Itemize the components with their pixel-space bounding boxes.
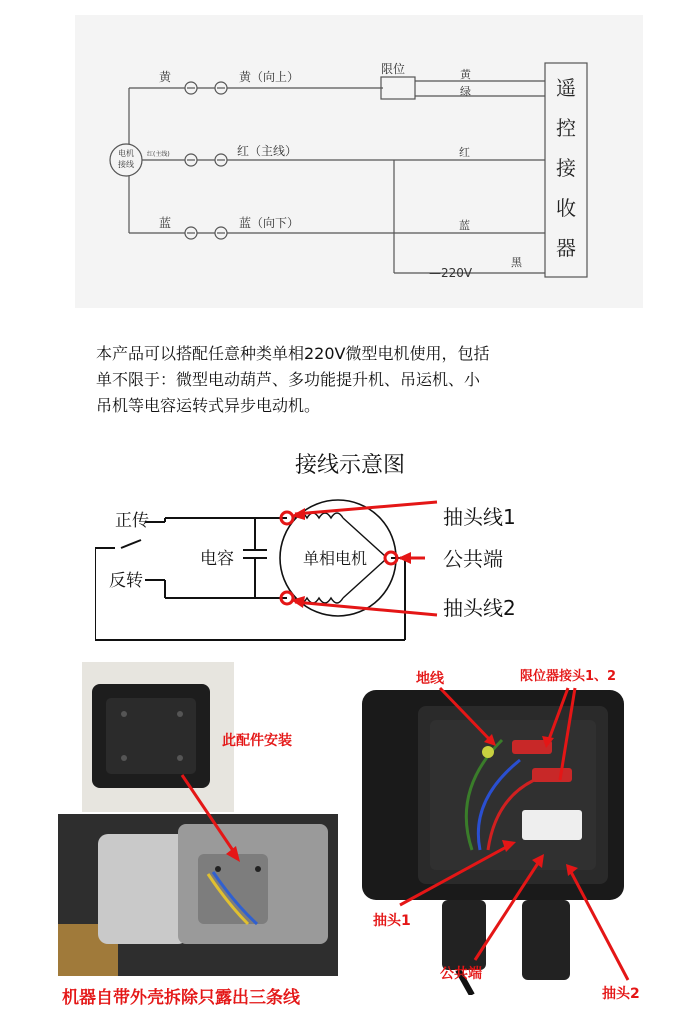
description-line: 单不限于：微型电动葫芦、多功能提升机、吊运机、小: [96, 370, 481, 389]
photo-arrows: [0, 650, 700, 1019]
label-forward: 正传: [115, 511, 149, 531]
label-tap2: 抽头线2: [443, 596, 516, 620]
label-yellow-up: 黄（向上）: [239, 70, 300, 84]
product-description: [96, 341, 566, 419]
tap2-label: 抽头2: [602, 986, 640, 1002]
label-capacitor: 电容: [200, 549, 234, 569]
label-voltage: —220V: [429, 266, 473, 280]
label-right-red: 红: [459, 146, 470, 159]
label-reverse: 反转: [109, 571, 143, 591]
label-red-main: 红（主线）: [237, 144, 298, 158]
remote-char-2: 接: [556, 156, 576, 180]
remote-wiring-svg: [75, 15, 643, 308]
tap1-label: 抽头1: [373, 913, 411, 929]
label-tap1: 抽头线1: [443, 505, 516, 529]
label-blue-down: 蓝（向下）: [239, 216, 300, 230]
wiring-schematic: [95, 480, 565, 660]
install-note: 此配件安装: [222, 733, 292, 749]
label-main-small: 红(主线): [147, 151, 170, 158]
label-right-yellow: 黄: [460, 68, 471, 81]
label-motor: 单相电机: [303, 549, 368, 568]
bottom-note: 机器自带外壳拆除只露出三条线: [62, 988, 300, 1008]
wiring-diagram-title: 接线示意图: [294, 453, 405, 478]
common-label: 公共端: [440, 966, 482, 982]
motor-label-line2: 接线: [118, 160, 134, 169]
label-yellow: 黄: [159, 70, 172, 84]
label-right-blue: 蓝: [459, 219, 470, 232]
label-right-black: 黑: [511, 256, 522, 269]
label-limit: 限位: [381, 62, 406, 76]
label-right-green: 绿: [460, 85, 471, 98]
limit-contacts-label: 限位器接头1、2: [520, 669, 617, 684]
remote-char-3: 收: [556, 196, 576, 220]
label-common: 公共端: [443, 547, 503, 571]
description-line: 吊机等电容运转式异步电动机。: [96, 396, 321, 415]
remote-wiring-diagram: [75, 15, 643, 308]
label-blue: 蓝: [159, 216, 172, 230]
remote-char-0: 遥: [556, 76, 576, 100]
motor-label-line1: 电机: [118, 149, 134, 158]
remote-char-1: 控: [556, 116, 576, 140]
ground-label: 地线: [416, 671, 444, 687]
description-line: 本产品可以搭配任意种类单相220V微型电机使用，包括: [96, 344, 490, 363]
remote-char-4: 器: [556, 236, 576, 260]
